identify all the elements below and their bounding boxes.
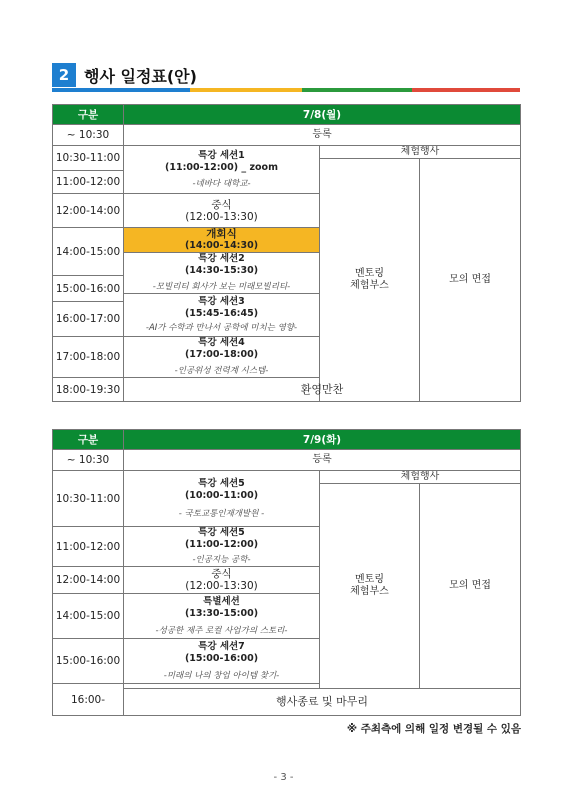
- session-time: (11:00-12:00): [184, 539, 259, 550]
- mock-interview-cell: 모의 면접: [420, 484, 521, 689]
- session-subtitle: -AI가 수학과 만나서 공학에 미치는 영향-: [145, 323, 298, 333]
- opening-time: (14:00-14:30): [184, 240, 259, 251]
- table-row: [53, 471, 521, 484]
- color-bar-green: [302, 88, 412, 92]
- mentoring-booth-cell: 멘토링 체험부스: [320, 159, 420, 402]
- session-title: 특별세션: [203, 595, 240, 607]
- time-cell: 14:00-15:00: [53, 228, 124, 276]
- lunch-cell: [124, 194, 320, 228]
- session-title: 특강 세션4: [198, 337, 245, 348]
- lunch-title: 중식: [211, 568, 232, 580]
- color-bar-red: [412, 88, 520, 92]
- col-header-date: 7/8(월): [124, 105, 521, 125]
- schedule-change-note: ※ 주최측에 의해 일정 변경될 수 있음: [346, 723, 521, 735]
- section-number-badge: 2: [52, 63, 76, 87]
- time-cell: 14:00-15:00: [53, 594, 124, 639]
- section-title: 행사 일정표(안): [84, 67, 197, 86]
- session-title: 특강 세션2: [198, 253, 245, 264]
- welcome-dinner-cell: 환영만찬: [124, 378, 521, 402]
- time-cell: 11:00-12:00: [53, 527, 124, 567]
- time-cell: 15:00-16:00: [53, 276, 124, 302]
- time-cell: 10:30-11:00: [53, 146, 124, 171]
- table-row: [53, 378, 521, 402]
- time-cell: 18:00-19:30: [53, 378, 124, 402]
- session-time: (11:00-12:00) _ zoom: [165, 161, 278, 173]
- registration-cell: 등록: [124, 450, 521, 471]
- lunch-title: 중식: [211, 198, 232, 211]
- time-cell: 11:00-12:00: [53, 171, 124, 194]
- session1-cell: [124, 146, 320, 194]
- lunch-cell: [124, 567, 320, 594]
- col-header-date: 7/9(화): [124, 430, 521, 450]
- col-header-category: 구분: [53, 105, 124, 125]
- table-row: [53, 689, 521, 716]
- session2-cell: [124, 253, 320, 294]
- time-cell: ~ 10:30: [53, 450, 124, 471]
- session-title: 특강 세션5: [198, 527, 245, 538]
- table-row: [53, 146, 521, 159]
- time-cell: 10:30-11:00: [53, 471, 124, 527]
- table-header-row: [53, 430, 521, 450]
- session-time: (13:30-15:00): [184, 607, 259, 619]
- time-cell: ~ 10:30: [53, 125, 124, 146]
- color-bar-yellow: [190, 88, 302, 92]
- session3-cell: [124, 294, 320, 337]
- col-header-category: 구분: [53, 430, 124, 450]
- time-cell: 16:00-: [53, 684, 124, 716]
- session-subtitle: -성공한 제주 로컬 사업가의 스토리-: [155, 625, 288, 636]
- mock-interview-cell: 모의 면접: [420, 159, 521, 402]
- time-cell: 12:00-14:00: [53, 194, 124, 228]
- session7-cell: [124, 639, 320, 684]
- time-cell: 17:00-18:00: [53, 337, 124, 378]
- session5b-cell: [124, 527, 320, 567]
- registration-cell: 등록: [124, 125, 521, 146]
- opening-ceremony-cell: [124, 228, 320, 253]
- session-title: 특강 세션3: [198, 296, 245, 307]
- lunch-time: (12:00-13:30): [185, 210, 258, 223]
- session-time: (15:45-16:45): [184, 308, 259, 319]
- time-cell: 15:00-16:00: [53, 639, 124, 684]
- session-subtitle: -미래의 나의 창업 아이템 찾기-: [163, 670, 280, 681]
- opening-title: 개회식: [206, 228, 237, 240]
- session-title: 특강 세션1: [198, 149, 245, 161]
- special-session-cell: [124, 594, 320, 639]
- closing-cell: 행사종료 및 마무리: [124, 689, 521, 716]
- experience-header: 체험행사: [320, 146, 521, 159]
- mentoring-booth-cell: 멘토링 체험부스: [320, 484, 420, 689]
- time-cell: 16:00-17:00: [53, 302, 124, 337]
- session-subtitle: -모빌리티 회사가 보는 미래모빌리티-: [152, 282, 291, 292]
- session5a-cell: [124, 471, 320, 527]
- schedule-table-day1: [52, 104, 521, 402]
- session-time: (17:00-18:00): [184, 349, 259, 360]
- table-row: [53, 450, 521, 471]
- time-cell: 12:00-14:00: [53, 567, 124, 594]
- session-time: (10:00-11:00): [184, 489, 259, 501]
- experience-header: 체험행사: [320, 471, 521, 484]
- session4-cell: [124, 337, 320, 378]
- session-time: (14:30-15:30): [184, 265, 259, 276]
- table-row: [53, 125, 521, 146]
- session-title: 특강 세션7: [198, 640, 245, 652]
- session-subtitle: -인공지능 공학-: [192, 555, 251, 565]
- schedule-table-day2: [52, 429, 521, 716]
- lunch-time: (12:00-13:30): [185, 580, 258, 592]
- session-time: (15:00-16:00): [184, 652, 259, 664]
- session-subtitle: -인공위성 전력계 시스템-: [174, 366, 269, 376]
- color-bar-blue: [52, 88, 190, 92]
- session-subtitle: - 국토교통인재개발원 -: [178, 508, 265, 519]
- page-number: - 3 -: [273, 772, 294, 783]
- table-header-row: [53, 105, 521, 125]
- session-title: 특강 세션5: [198, 477, 245, 489]
- session-subtitle: -네바다 대학교-: [192, 178, 251, 189]
